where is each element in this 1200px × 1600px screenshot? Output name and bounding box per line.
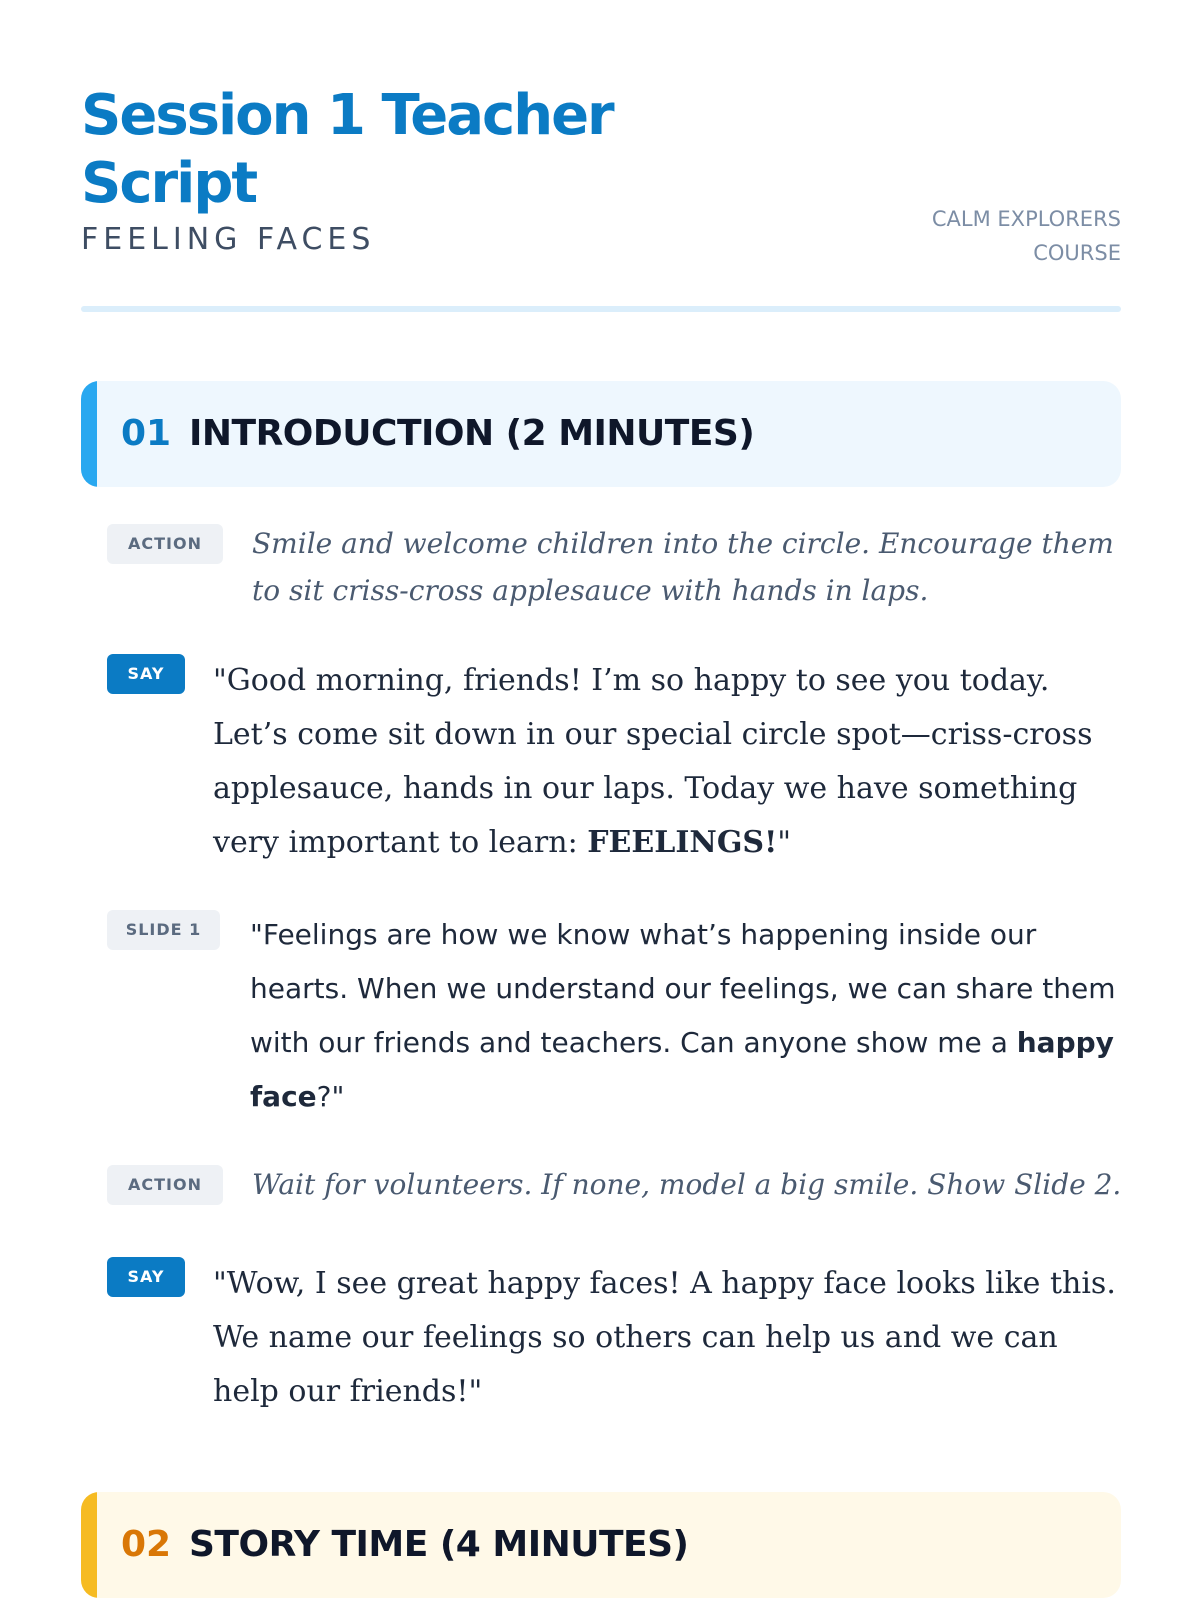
slide-badge: SLIDE 1 [107,910,220,950]
course-name-line: COURSE [1033,241,1121,265]
slide-text [250,908,1125,1124]
say-text-part: "Good morning, friends! I’m so happy to see you today. Let’s come sit down in our special circle spot—criss-cross applesauce, hands in our laps. Today we have something very important to learn: [213,663,1093,860]
slide-text-emphasis: happy face [250,1026,1114,1113]
say-text-emphasis: FEELINGS! [587,825,778,860]
script-page [81,0,1121,1600]
say-text-part: " [777,825,792,860]
page-header [81,82,1121,312]
action-badge: ACTION [107,1165,223,1205]
section-number: 02 [121,1524,172,1565]
section-accent-bar [81,381,97,487]
course-name-line: CALM EXPLORERS [931,207,1121,231]
say-badge: SAY [107,654,185,694]
header-divider [81,306,1121,312]
section-title: INTRODUCTION (2 MINUTES) [189,413,755,454]
say-text: "Wow, I see great happy faces! A happy face looks like this. We name our feelings so others can help us and we can help our friends!" [213,1266,1116,1409]
say-text [213,654,1123,870]
say-badge: SAY [107,1257,185,1297]
section-header-introduction [81,381,1121,487]
section-number: 01 [121,413,172,454]
action-text: Smile and welcome children into the circle. Encourage them to sit criss-cross applesauce with hands in laps. [252,527,1114,607]
course-name [861,202,1121,270]
page-title: Session 1 Teacher Script [81,83,613,216]
slide-text-part: "Feelings are how we know what’s happening inside our hearts. When we understand our feelings, we can share them with our friends and teachers. Can anyone show me a [250,918,1116,1059]
section-header-story-time [81,1492,1121,1598]
action-text: Wait for volunteers. If none, model a big smile. Show Slide 2. [252,1168,1122,1201]
page-subtitle: FEELING FACES [81,222,376,257]
section-title: STORY TIME (4 MINUTES) [189,1524,689,1565]
action-badge: ACTION [107,524,223,564]
slide-text-part: ?" [316,1080,345,1113]
section-accent-bar [81,1492,97,1598]
